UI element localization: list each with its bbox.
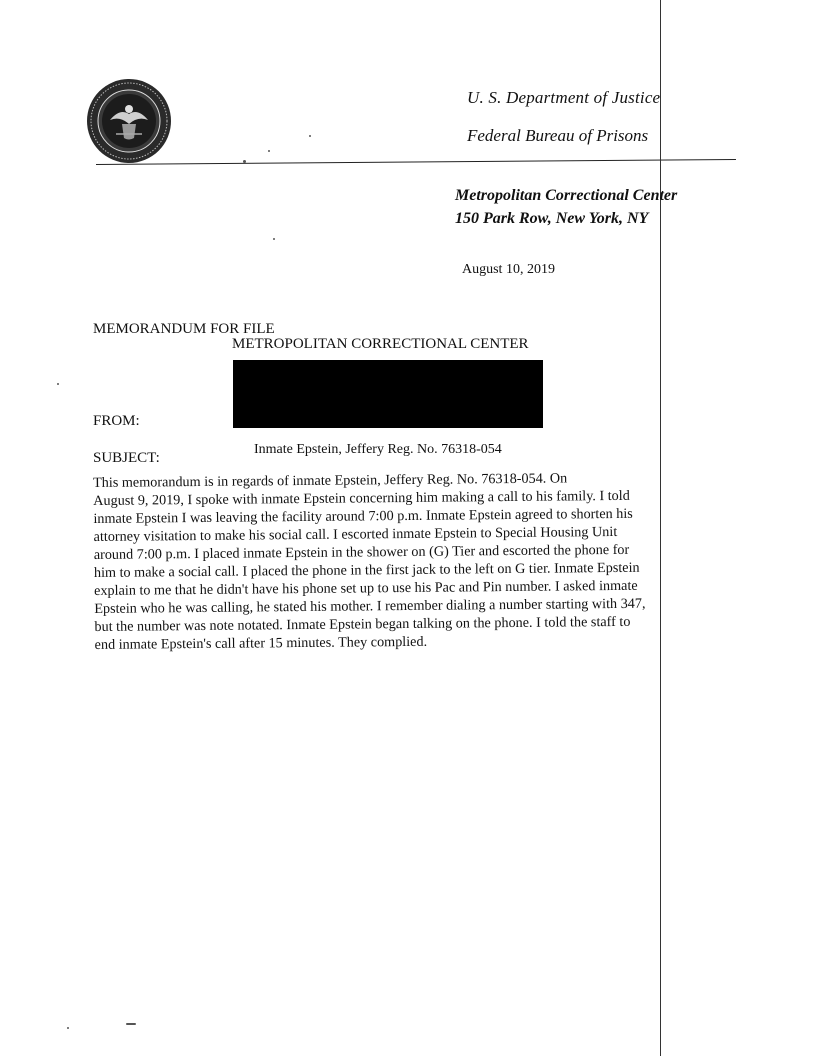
bureau-name: Federal Bureau of Prisons — [467, 126, 649, 145]
body-line: end inmate Epstein's call after 15 minutes. They complied. — [94, 633, 428, 653]
redaction-block — [233, 360, 543, 428]
scan-speck — [126, 1023, 136, 1025]
subject-value: Inmate Epstein, Jeffery Reg. No. 76318-054 — [254, 442, 502, 457]
body-line: August 9, 2019, I spoke with inmate Epstein concerning him making a call to his family. I told — [93, 487, 630, 509]
facility-name: Metropolitan Correctional Center — [455, 187, 678, 204]
scan-speck — [67, 1027, 69, 1029]
scan-speck — [268, 150, 270, 152]
body-line: attorney visitation to make his social call. I escorted inmate Epstein to Special Housing Unit — [93, 523, 618, 545]
scan-speck — [57, 383, 59, 385]
scan-speck — [243, 160, 246, 163]
memo-for-label: MEMORANDUM FOR FILE — [93, 321, 275, 337]
body-line: inmate Epstein I was leaving the facility around 7:00 p.m. Inmate Epstein agreed to shorten his — [93, 505, 633, 527]
memo-for-value: METROPOLITAN CORRECTIONAL CENTER — [232, 336, 529, 352]
scan-speck — [273, 238, 275, 240]
body-line: but the number was note notated. Inmate Epstein began talking on the phone. I told the staff to — [94, 613, 631, 635]
doj-seal — [86, 78, 172, 164]
body-line: explain to me that he didn't have his phone set up to use his Pac and Pin number. I asked inmate — [94, 577, 638, 599]
department-name: U. S. Department of Justice — [467, 88, 661, 107]
body-line: around 7:00 p.m. I placed inmate Epstein in the shower on (G) Tier and escorted the phone for — [93, 541, 630, 563]
facility-address: 150 Park Row, New York, NY — [455, 210, 649, 227]
letterhead-rule — [96, 159, 736, 165]
body-line: This memorandum is in regards of inmate Epstein, Jeffery Reg. No. 76318-054. On — [93, 470, 568, 491]
memo-body — [93, 468, 715, 654]
from-label: FROM: — [93, 413, 140, 429]
subject-label: SUBJECT: — [93, 450, 160, 466]
scan-speck — [309, 135, 311, 137]
memo-date: August 10, 2019 — [462, 262, 555, 277]
body-line: him to make a social call. I placed the phone in the first jack to the left on G tier. Inmate Epstein — [93, 559, 640, 581]
body-line: Epstein who he was calling, he stated his mother. I remember dialing a number starting with 347, — [94, 595, 646, 617]
